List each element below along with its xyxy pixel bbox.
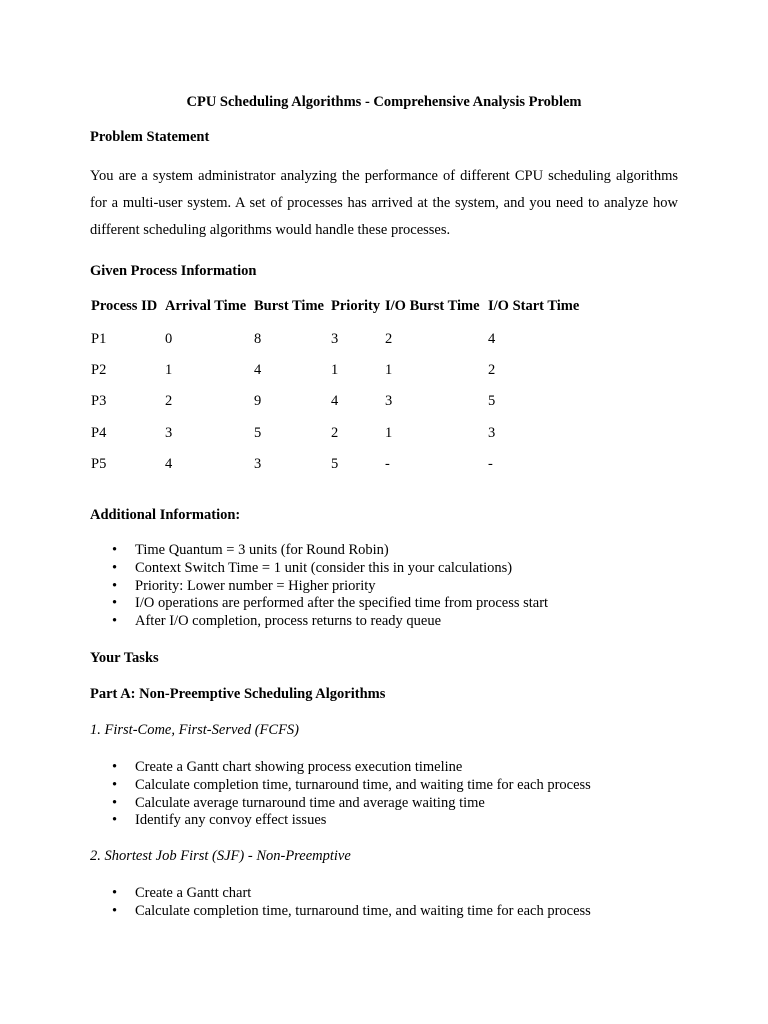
table-row [90,354,588,386]
table-cell: 3 [254,456,262,472]
list-item [90,759,591,777]
list-item-text: Calculate completion time, turnaround time, and waiting time for each process [135,776,591,793]
list-item [90,542,548,560]
list-item-text: Identify any convoy effect issues [135,812,327,829]
sjf-heading: 2. Shortest Job First (SJF) - Non-Preemptive [90,848,351,864]
table-row [90,448,588,480]
list-item-text: Create a Gantt chart [135,885,252,901]
table-cell: P5 [91,456,107,472]
table-cell: 5 [488,393,496,409]
fcfs-task-list [90,759,591,830]
table-cell: - [385,456,390,472]
fcfs-heading: 1. First-Come, First-Served (FCFS) [90,722,300,738]
table-row [90,385,588,417]
table-cell: 3 [331,331,339,347]
list-item-text: Calculate completion time, turnaround time, and waiting time for each process [135,902,591,919]
table-cell: 1 [385,361,393,378]
bullet-icon: • [112,542,118,558]
bullet-icon: • [112,776,118,793]
part-a-heading: Part A: Non-Preemptive Scheduling Algorithms [90,686,386,702]
table-cell: 1 [385,424,393,441]
table-cell: 1 [331,361,339,378]
bullet-icon: • [112,559,118,576]
bullet-icon: • [112,613,118,630]
col-burst-time: Burst Time [254,298,324,314]
table-cell: P3 [91,393,107,409]
list-item-text: After I/O completion, process returns to ready queue [135,613,442,630]
problem-statement-heading: Problem Statement [90,129,210,145]
table-cell: 3 [385,393,393,409]
list-item [90,777,591,795]
process-table [90,298,588,480]
list-item [90,560,548,578]
col-io-start-time: I/O Start Time [488,298,580,314]
table-cell: 3 [488,424,496,441]
list-item-text: Time Quantum = 3 units (for Round Robin) [135,542,389,558]
table-cell: 4 [254,361,262,378]
list-item-text: Priority: Lower number = Higher priority [135,577,376,594]
table-cell: 0 [165,331,173,347]
bullet-icon: • [112,885,118,901]
table-cell: P1 [91,331,107,347]
table-row [90,417,588,449]
bullet-icon: • [112,577,118,594]
table-cell: 2 [488,361,496,378]
col-priority: Priority [331,298,381,314]
document-title: CPU Scheduling Algorithms - Comprehensive Analysis Problem [186,94,582,110]
table-cell: P2 [91,361,107,378]
col-io-burst-time: I/O Burst Time [385,298,480,314]
additional-info-list [90,542,548,631]
table-cell: 2 [165,393,173,409]
sjf-task-list [90,885,591,921]
bullet-icon: • [112,595,118,612]
table-cell: 5 [331,456,339,472]
list-item-text: I/O operations are performed after the specified time from process start [135,595,549,612]
list-item [90,613,548,631]
list-item [90,885,591,903]
table-cell: 4 [488,331,496,347]
table-cell: P4 [91,424,107,441]
table-cell: 1 [165,361,173,378]
table-cell: - [488,456,493,472]
list-item-text: Calculate average turnaround time and average waiting time [135,794,485,811]
list-item [90,903,591,921]
col-process-id: Process ID [91,298,158,314]
list-item-text: Context Switch Time = 1 unit (consider this in your calculations) [135,559,513,576]
list-item [90,578,548,596]
your-tasks-heading: Your Tasks [90,650,159,666]
bullet-icon: • [112,902,118,919]
list-item [90,595,548,613]
additional-info-heading: Additional Information: [90,507,241,523]
table-cell: 8 [254,331,262,347]
table-cell: 2 [385,331,393,347]
table-cell: 4 [331,393,339,409]
problem-statement-text: You are a system administrator analyzing the performance of different CPU scheduling algorithms for a multi-user system. A set of processes has arrived at the system, and you need to analyze how different scheduling algorithms would handle these processes. [90,168,678,238]
bullet-icon: • [112,794,118,811]
table-cell: 9 [254,393,262,409]
given-process-heading: Given Process Information [90,263,257,279]
col-arrival-time: Arrival Time [165,298,247,314]
list-item [90,812,591,830]
table-cell: 5 [254,424,262,441]
table-row [90,322,588,354]
table-cell: 2 [331,424,339,441]
bullet-icon: • [112,759,118,775]
table-cell: 3 [165,424,173,441]
table-cell: 4 [165,456,173,472]
table-header-row [90,298,588,322]
bullet-icon: • [112,812,118,829]
list-item [90,795,591,813]
list-item-text: Create a Gantt chart showing process execution timeline [135,759,463,775]
